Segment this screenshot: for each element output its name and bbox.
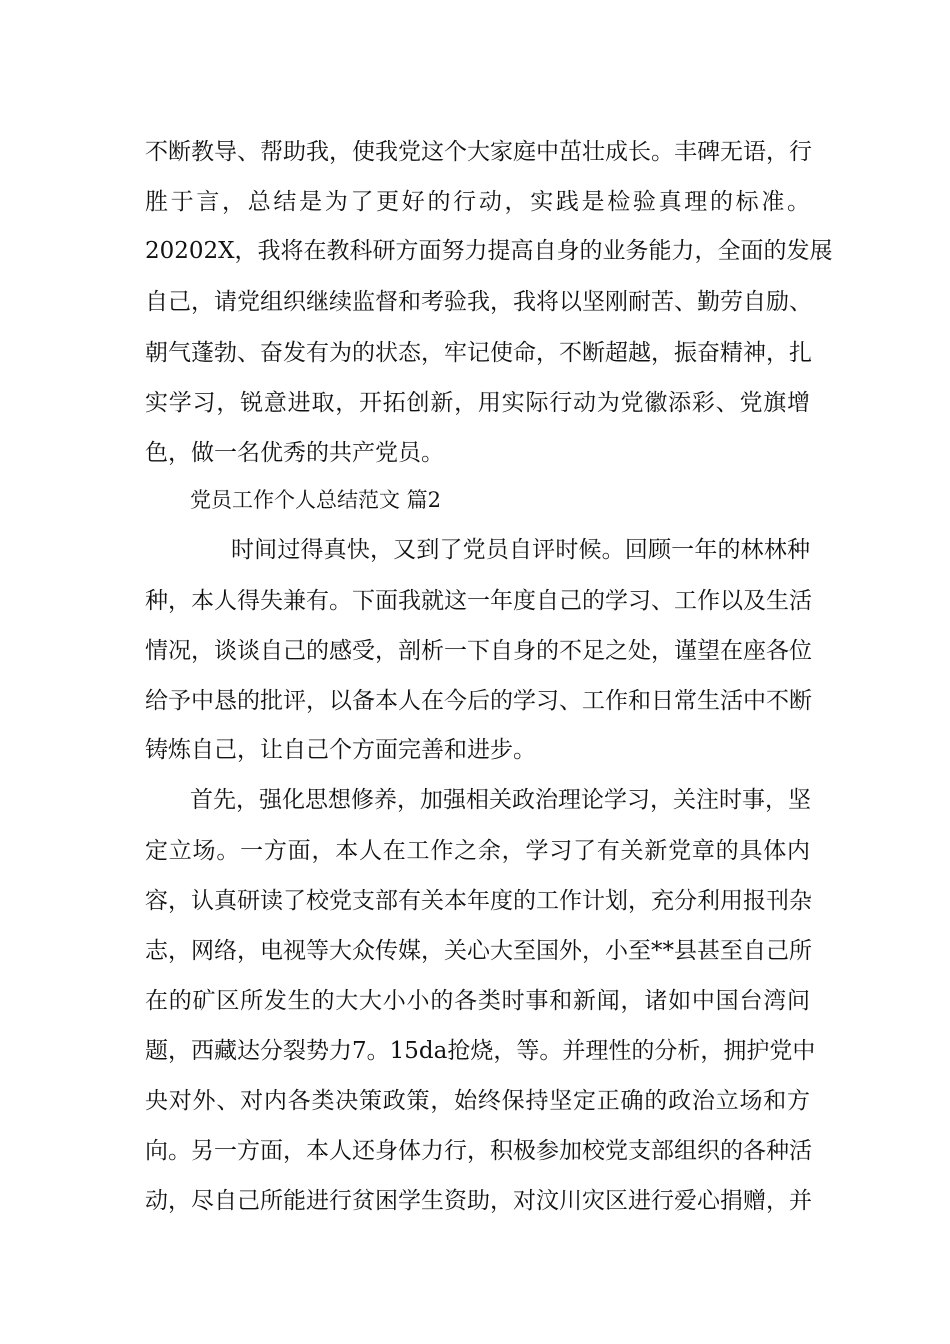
paragraph-line: 种，本人得失兼有。下面我就这一年度自己的学习、工作以及生活 bbox=[145, 588, 812, 614]
paragraph-line: 首先，强化思想修养，加强相关政治理论学习，关注时事，坚 bbox=[190, 787, 811, 813]
paragraph-line: 铸炼自己，让自己个方面完善和进步。 bbox=[145, 737, 536, 763]
paragraph-line: 定立场。一方面，本人在工作之余，学习了有关新党章的具体内 bbox=[145, 838, 810, 864]
paragraph-line: 动，尽自己所能进行贫困学生资助，对汶川灾区进行爱心捐赠，并 bbox=[145, 1188, 812, 1214]
paragraph-line: 胜于言，总结是为了更好的行动，实践是检验真理的标准。 bbox=[145, 189, 810, 215]
paragraph-line: 向。另一方面，本人还身体力行，积极参加校党支部组织的各种活 bbox=[145, 1138, 812, 1164]
paragraph-line: 自己，请党组织继续监督和考验我，我将以坚刚耐苦、勤劳自励、 bbox=[145, 289, 812, 315]
section-heading: 党员工作个人总结范文 篇2 bbox=[190, 488, 442, 512]
paragraph-line: 央对外、对内各类决策政策，始终保持坚定正确的政治立场和方 bbox=[145, 1088, 810, 1114]
paragraph-line: 色，做一名优秀的共产党员。 bbox=[145, 440, 444, 466]
paragraph-line: 实学习，锐意进取，开拓创新，用实际行动为党徽添彩、党旗增 bbox=[145, 390, 810, 416]
paragraph-line: 容，认真研读了校党支部有关本年度的工作计划，充分利用报刊杂 bbox=[145, 888, 812, 914]
paragraph-line: 朝气蓬勃、奋发有为的状态，牢记使命，不断超越，振奋精神，扎 bbox=[145, 340, 812, 366]
paragraph-line: 情况，谈谈自己的感受，剖析一下自身的不足之处，谨望在座各位 bbox=[145, 638, 812, 664]
paragraph-line: 20202X，我将在教科研方面努力提高自身的业务能力，全面的发展 bbox=[145, 238, 833, 264]
paragraph-line: 志，网络，电视等大众传媒，关心大至国外，小至**县甚至自己所 bbox=[145, 938, 812, 964]
paragraph-line: 给予中恳的批评，以备本人在今后的学习、工作和日常生活中不断 bbox=[145, 688, 812, 714]
paragraph-line: 在的矿区所发生的大大小小的各类时事和新闻，诸如中国台湾问 bbox=[145, 988, 810, 1014]
paragraph-line: 时间过得真快，又到了党员自评时候。回顾一年的林林种 bbox=[231, 537, 810, 563]
paragraph-line: 不断教导、帮助我，使我党这个大家庭中茁壮成长。丰碑无语，行 bbox=[145, 139, 812, 165]
paragraph-line: 题，西藏达分裂势力7。15da抢烧，等。并理性的分析，拥护党中 bbox=[145, 1038, 816, 1064]
